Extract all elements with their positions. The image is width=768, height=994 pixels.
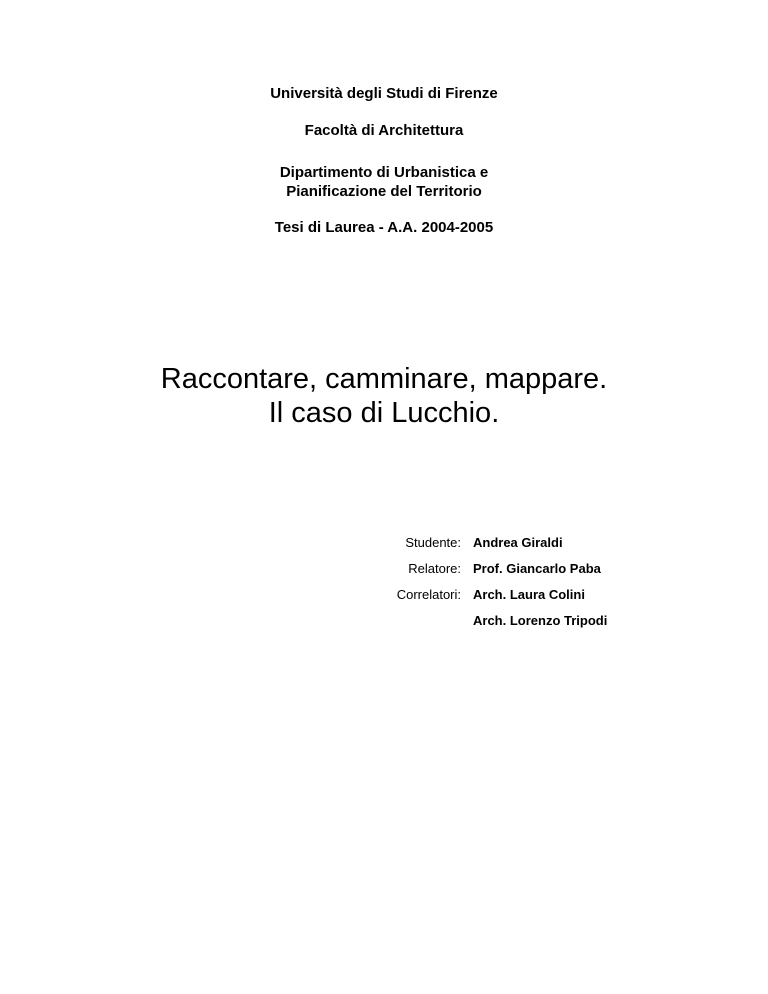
credit-value: Andrea Giraldi <box>473 535 563 550</box>
thesis-title <box>0 362 768 430</box>
thesis-academic-year: Tesi di Laurea - A.A. 2004-2005 <box>274 219 494 236</box>
faculty-name: Facoltà di Architettura <box>304 122 464 139</box>
credit-label: Relatore: <box>408 561 461 576</box>
department-name <box>0 163 768 201</box>
credit-row-student <box>340 535 607 561</box>
department-line-2: Pianificazione del Territorio <box>286 183 482 200</box>
thesis-title-line-2: Il caso di Lucchio. <box>268 397 500 429</box>
credit-value: Arch. Laura Colini <box>473 587 585 602</box>
credit-row-co-supervisor-2 <box>340 613 607 639</box>
credits-table <box>340 535 607 639</box>
university-name: Università degli Studi di Firenze <box>270 85 498 102</box>
thesis-title-line-1: Raccontare, camminare, mappare. <box>160 363 608 395</box>
credit-value: Arch. Lorenzo Tripodi <box>473 613 608 628</box>
credit-row-supervisor <box>340 561 607 587</box>
credit-label: Studente: <box>405 535 461 550</box>
department-line-1: Dipartimento di Urbanistica e <box>279 164 489 181</box>
credit-label: Correlatori: <box>396 587 461 602</box>
credit-row-co-supervisor <box>340 587 607 613</box>
credit-value: Prof. Giancarlo Paba <box>473 561 601 576</box>
